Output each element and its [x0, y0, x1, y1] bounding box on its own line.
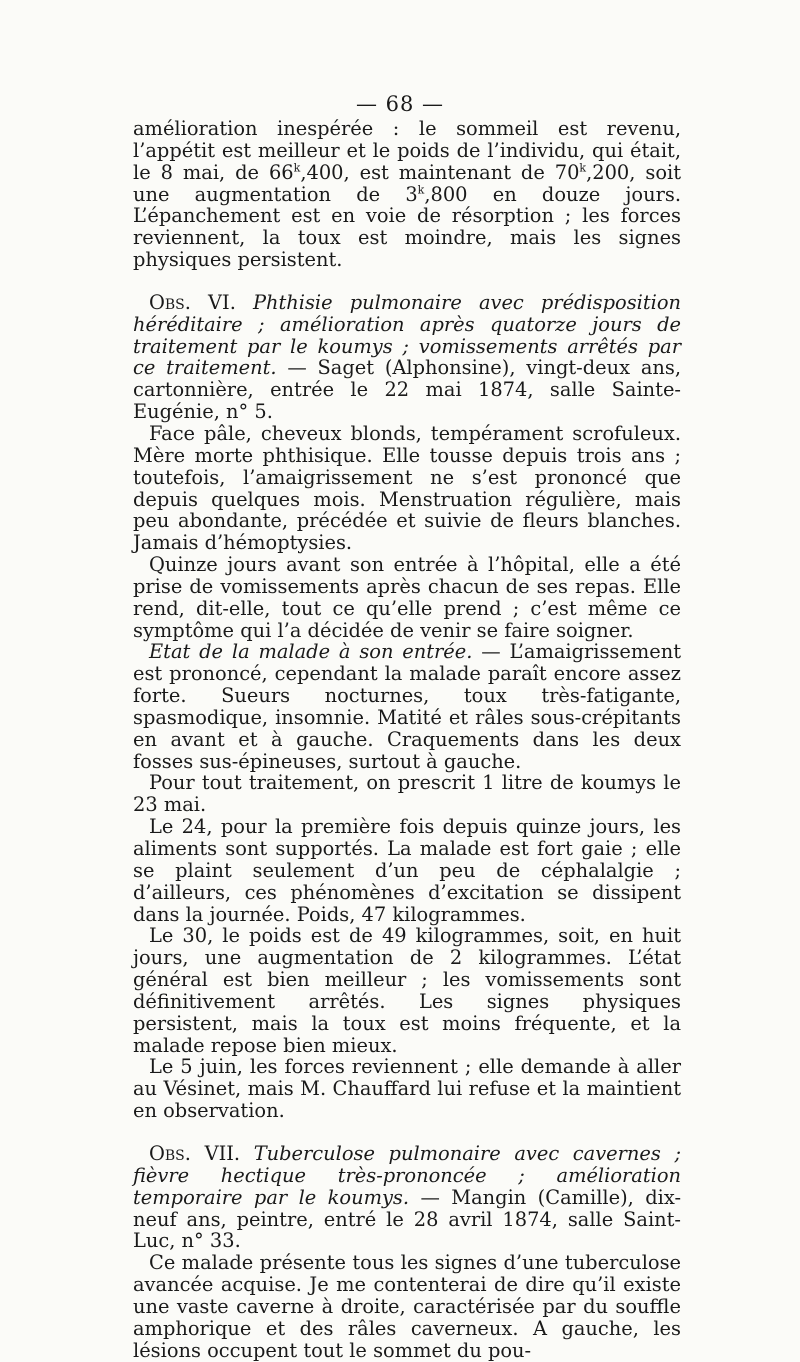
- text-run: Quinze jours avant son entrée à l’hôpital, elle a été prise de vomissements après chacun de ses repas. Elle rend, dit-elle, tout ce qu’elle prend ; c’est même ce symptôme qui l’a décidée de venir se faire soigner.: [133, 553, 681, 642]
- text-run: — Saget (Alphonsine), vingt-deux ans, cartonnière, entrée le 22 mai 1874, salle Sainte-Eugénie, n° 5.: [133, 356, 681, 424]
- unit-superscript: k: [293, 161, 301, 175]
- observation-vii-heading: [133, 1143, 681, 1252]
- observation-vi-heading: [133, 292, 681, 423]
- paragraph-day-24: [133, 816, 681, 925]
- paragraph-day-30: [133, 925, 681, 1056]
- text-run: amélioration inespérée : le sommeil est revenu, l’appétit est meilleur et le poids de l’individu, qui était, le 8 mai, de 66: [133, 117, 681, 184]
- italic-text: Tuberculose pulmonaire avec cavernes ; fièvre hectique très-prononcée ; amélioration temporaire par le koumys.: [133, 1141, 681, 1209]
- text-run: Face pâle, cheveux blonds, tempérament scrofuleux. Mère morte phthisique. Elle tousse depuis trois ans ; toutefois, l’amaigrissement ne s’est prononcé que depuis quelques mois. Menstruation régulière, mais peu abondante, précédée et suivie de fleurs blanches. Jamais d’hémoptysies.: [133, 421, 681, 555]
- paragraph-vomiting: [133, 554, 681, 641]
- text-run: Le 24, pour la première fois depuis quinze jours, les aliments sont supportés. La malade est fort gaie ; elle se plaint seulement d’un peu de céphalalgie ; d’ailleurs, ces phénomènes d’excitation se dissipent dans la journée. Poids, 47 kilogrammes.: [133, 815, 681, 926]
- paragraph-state-on-entry: [133, 641, 681, 772]
- text-run: — Mangin (Camille), dix-neuf ans, peintre, entré le 28 avril 1874, salle Saint-Luc, n° 33.: [133, 1185, 681, 1253]
- text-run: Le 30, le poids est de 49 kilogrammes, soit, en huit jours, une augmentation de 2 kilogrammes. L’état général est bien meilleur ; les vomissements sont définitivement arrêtés. Les signes physiques persistent, mais la toux est moins fréquente, et la malade repose bien mieux.: [133, 924, 681, 1057]
- observation-label: Obs. VII.: [149, 1141, 254, 1165]
- observation-label: Obs. VI.: [149, 290, 253, 314]
- paragraph-mangin-signs: [133, 1252, 681, 1361]
- text-run: ,400, est maintenant de 70: [300, 160, 580, 184]
- text-run: ,800 en douze jours. L’épanchement est en voie de résorption ; les forces reviennent, la toux est moindre, mais les signes physiques persistent.: [133, 182, 681, 272]
- italic-text: Etat de la malade à son entrée.: [149, 640, 473, 664]
- italic-text: Phthisie pulmonaire avec prédisposition héréditaire ; amélioration après quatorze jours de traitement par le koumys ; vomissements arrêtés par ce traitement.: [133, 290, 682, 380]
- text-run: — L’amaigrissement est prononcé, cependant la malade paraît encore assez forte. Sueurs nocturnes, toux très-fatigante, spasmodique, insomnie. Matité et râles sous-crépitants en avant et à gauche. Craquements dans les deux fosses sus-épineuses, surtout à gauche.: [133, 640, 681, 773]
- paragraph-continuation: [133, 118, 681, 271]
- paragraph-june-5: [133, 1056, 681, 1122]
- text-run: Le 5 juin, les forces reviennent ; elle demande à aller au Vésinet, mais M. Chauffard lui refuse et la maintient en observation.: [133, 1055, 681, 1123]
- text-run: Ce malade présente tous les signes d’une tuberculose avancée acquise. Je me contenterai de dire qu’il existe une vaste caverne à droite, caractérisée par du souffle amphorique et des râles caverneux. A gauche, les lésions occupent tout le sommet du pou-: [133, 1251, 681, 1362]
- paragraph-patient-history: [133, 423, 681, 554]
- unit-superscript: k: [579, 161, 587, 175]
- unit-superscript: k: [417, 183, 425, 197]
- page-number: — 68 —: [355, 92, 445, 116]
- paragraph-treatment: [133, 772, 681, 816]
- text-run: Pour tout traitement, on prescrit 1 litre de koumys le 23 mai.: [133, 771, 681, 817]
- body-text: [133, 118, 681, 1361]
- text-run: ,200, soit une augmentation de 3: [133, 160, 681, 206]
